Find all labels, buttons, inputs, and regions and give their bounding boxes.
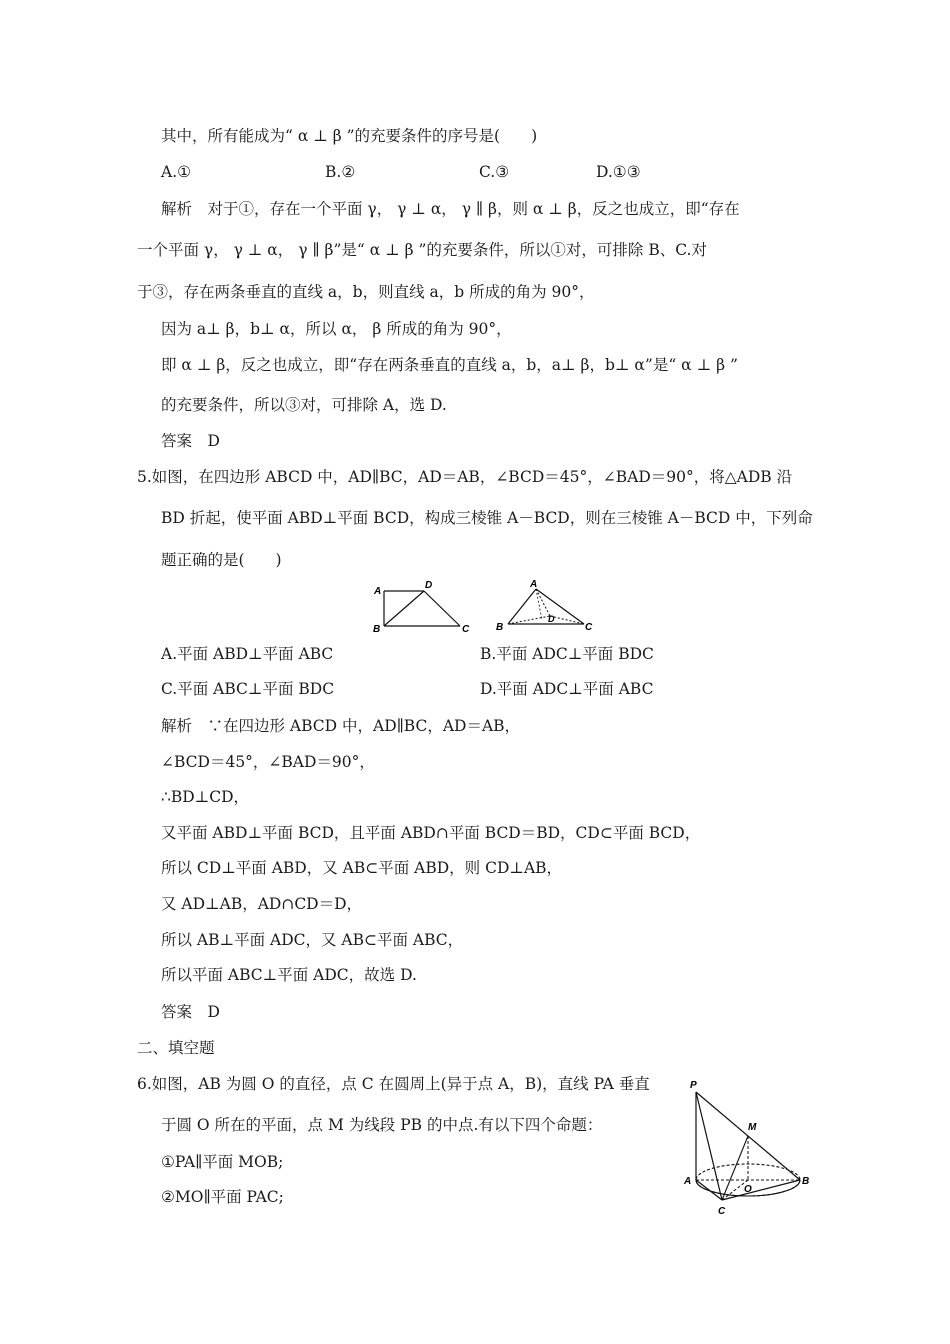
figure-label-b: B <box>496 622 504 633</box>
q5-analysis-line: ∠BCD＝45°，∠BAD＝90°， <box>161 753 375 771</box>
figure-label-m: M <box>748 1122 757 1133</box>
q5-stem-line: 5.如图，在四边形 ABCD 中，AD∥BC，AD＝AB，∠BCD＝45°，∠BAD＝90°，将△ADB 沿 <box>137 468 793 486</box>
q5-option-a: A.平面 ABD⊥平面 ABC <box>161 645 334 663</box>
q5-option-d: D.平面 ADC⊥平面 ABC <box>480 680 654 698</box>
q4-stem: 其中，所有能成为“ α ⊥ β ”的充要条件的序号是( ) <box>161 127 538 145</box>
q6-item: ②MO∥平面 PAC; <box>161 1188 284 1206</box>
q5-analysis-line: 所以 CD⊥平面 ABD，又 AB⊂平面 ABD，则 CD⊥AB， <box>161 859 563 877</box>
q5-analysis-line: 所以平面 ABC⊥平面 ADC，故选 D. <box>161 966 417 984</box>
q4-analysis-line: 即 α ⊥ β，反之也成立，即“存在两条垂直的直线 a，b，a⊥ β，b⊥ α”是“ α ⊥ β ” <box>161 356 738 374</box>
figure-label-a: A <box>530 579 538 590</box>
q5-stem-line: BD 折起，使平面 ABD⊥平面 BCD，构成三棱锥 A－BCD，则在三棱锥 A－BCD 中，下列命 <box>161 509 813 527</box>
figure-label-p: P <box>690 1080 697 1091</box>
q4-analysis-line: 一个平面 γ， γ ⊥ α， γ ∥ β”是“ α ⊥ β ”的充要条件，所以①对，可排除 B、C.对 <box>137 241 707 259</box>
q5-analysis-line: 解析 ∵在四边形 ABCD 中，AD∥BC，AD＝AB， <box>161 717 521 735</box>
q5-analysis-line: 又 AD⊥AB，AD∩CD＝D， <box>161 895 363 913</box>
q5-option-c: C.平面 ABC⊥平面 BDC <box>161 680 335 698</box>
q4-option-d: D.①③ <box>596 163 641 181</box>
q4-option-c: C.③ <box>479 163 510 181</box>
q4-analysis-line: 解析 对于①，存在一个平面 γ， γ ⊥ α， γ ∥ β，则 α ⊥ β，反之也成立，即“存在 <box>161 200 740 218</box>
q6-stem-line: 于圆 O 所在的平面，点 M 为线段 PB 的中点.有以下四个命题： <box>161 1116 603 1134</box>
q5-option-b: B.平面 ADC⊥平面 BDC <box>480 645 654 663</box>
q6-item: ①PA∥平面 MOB; <box>161 1153 284 1171</box>
figure-label-a: A <box>684 1176 692 1187</box>
figure-label-a: A <box>374 586 382 597</box>
q5-figure-planar-quadrilateral <box>370 576 480 636</box>
q5-answer: 答案 D <box>161 1003 220 1021</box>
q5-analysis-line: ∴BD⊥CD， <box>161 788 250 806</box>
figure-label-o: O <box>744 1184 752 1195</box>
q4-option-b: B.② <box>325 163 356 181</box>
q5-stem-line: 题正确的是( ) <box>161 551 282 569</box>
q4-analysis-line: 于③，存在两条垂直的直线 a，b，则直线 a，b 所成的角为 90°， <box>137 283 595 301</box>
figure-label-c: C <box>585 622 593 633</box>
q6-figure-circle-pyramid <box>680 1070 815 1220</box>
q4-option-a: A.① <box>161 163 192 181</box>
figure-label-d: D <box>425 580 433 591</box>
figure-label-d: D <box>548 614 555 624</box>
figure-label-c: C <box>718 1206 726 1217</box>
q5-figure-folded-pyramid <box>492 576 602 636</box>
q5-analysis-line: 又平面 ABD⊥平面 BCD，且平面 ABD∩平面 BCD＝BD，CD⊂平面 BCD， <box>161 824 701 842</box>
figure-label-b: B <box>802 1176 810 1187</box>
section-heading: 二、填空题 <box>137 1039 215 1057</box>
q5-analysis-line: 所以 AB⊥平面 ADC，又 AB⊂平面 ABC， <box>161 931 464 949</box>
q4-analysis-line: 的充要条件，所以③对，可排除 A，选 D. <box>161 396 447 414</box>
q4-answer: 答案 D <box>161 432 220 450</box>
q6-stem-line: 6.如图，AB 为圆 O 的直径，点 C 在圆周上(异于点 A，B)，直线 PA 垂直 <box>137 1075 650 1093</box>
q4-analysis-line: 因为 a⊥ β，b⊥ α，所以 α， β 所成的角为 90°， <box>161 320 512 338</box>
figure-label-c: C <box>462 624 470 635</box>
figure-label-b: B <box>373 624 381 635</box>
